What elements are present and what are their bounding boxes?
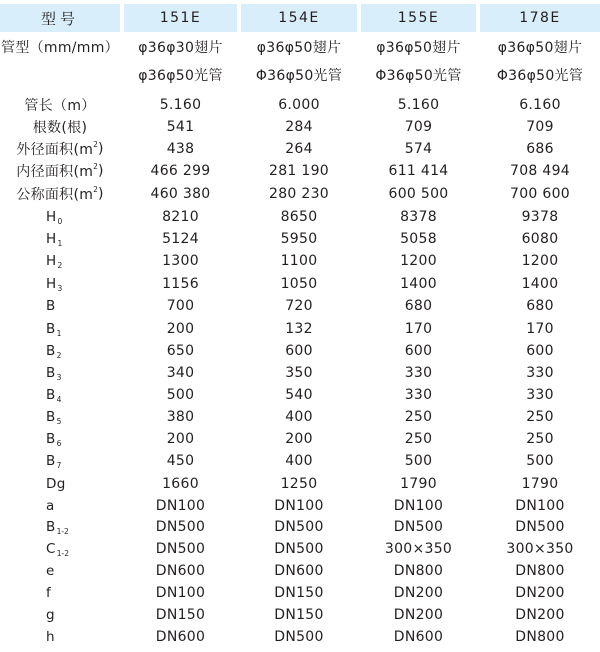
table-cell: 330 [404,387,433,403]
header-row [0,4,600,32]
table-cell: DN100 [515,498,565,514]
table-cell: 709 [404,119,433,135]
table-cell: 700 600 [510,186,570,202]
table-cell: 350 [285,365,313,381]
table-cell: DN600 [155,563,206,579]
table-cell: 1200 [521,253,559,269]
table-cell: 500 [166,387,195,403]
tube-type-row [0,33,600,61]
table-cell: DN500 [393,519,444,535]
table-cell: DN100 [393,498,444,514]
table-row [0,295,600,317]
row-label-text: h [46,629,55,645]
row-label-text: B [46,387,56,403]
table-cell: 500 [404,453,433,469]
table-row [0,428,600,450]
row-label-text: g [46,607,55,623]
tube-type-fin: φ36φ50翅片 [256,40,342,56]
table-cell: 5058 [400,231,437,247]
table-cell: 170 [404,321,433,337]
table-row [0,582,600,604]
table-cell: DN200 [515,585,565,601]
row-label [0,138,120,160]
header-model-154e: 154E [241,4,357,32]
row-label-tail: ) [97,163,104,179]
table-row [0,183,600,205]
header-model-155e: 155E [361,4,476,32]
tube-type-bare: Φ36φ50光管 [255,68,343,84]
table-cell: 264 [285,141,313,157]
table-cell: 250 [526,431,554,447]
table-row [0,138,600,160]
table-cell: 700 [166,298,195,314]
row-label-text: B [46,321,56,337]
tube-type-bare: Φ36φ50光管 [375,68,462,84]
table-cell: 466 299 [150,163,211,179]
tube-type-label: 管型（mm/mm） [1,40,119,56]
table-cell: DN800 [515,563,565,579]
table-row [0,560,600,582]
table-cell: 284 [285,119,313,135]
row-label-text: H [46,209,57,225]
tube-type-fin: φ36φ30翅片 [138,40,223,56]
table-cell: 541 [166,119,195,135]
table-cell: 1790 [521,476,559,492]
row-label-text: H [46,231,57,247]
table-row [0,384,600,406]
table-row [0,538,600,560]
table-cell: DN150 [274,585,324,601]
row-label-text: e [46,563,55,579]
table-cell: 1100 [280,253,318,269]
table-cell: DN500 [274,541,324,557]
row-label-text: B [46,343,56,359]
table-cell: 708 494 [510,163,570,179]
table-cell: DN100 [155,585,206,601]
tube-type-fin: φ36φ50翅片 [376,40,461,56]
symbol-subscript: 3 [56,372,62,382]
table-cell: 438 [166,141,195,157]
tube-type-bare: Φ36φ50光管 [496,68,584,84]
symbol-subscript: 1-2 [56,526,69,536]
table-cell: 5.160 [397,97,440,113]
table-cell: 600 [526,343,554,359]
table-cell: 6080 [521,231,559,247]
row-label-text: a [46,498,55,514]
table-cell: 709 [526,119,554,135]
table-cell: 5124 [162,231,199,247]
table-cell: 680 [404,298,433,314]
row-label-text: C [46,541,56,557]
row-label-tail: ) [97,141,104,157]
table-cell: 680 [526,298,554,314]
table-cell: DN200 [393,585,444,601]
table-row [0,495,600,517]
row-label-text: B [46,298,56,314]
table-row [0,604,600,626]
table-cell: 1250 [280,476,318,492]
table-row [0,228,600,250]
symbol-subscript: 7 [56,460,62,470]
table-cell: DN500 [515,519,565,535]
table-cell: DN600 [155,629,206,645]
symbol-subscript: 1-2 [56,548,69,558]
table-cell: 132 [285,321,313,337]
row-label-text: H [46,253,57,269]
row-label-text: H [46,276,57,292]
table-row [0,206,600,228]
table-cell: 400 [285,453,313,469]
row-label-text: B [46,453,56,469]
row-label [0,94,120,116]
table-cell: DN100 [274,498,324,514]
table-row [0,318,600,340]
row-label [0,183,120,205]
symbol-subscript: 6 [56,438,62,448]
table-cell: 1156 [162,276,199,292]
table-row [0,450,600,472]
table-cell: DN500 [155,519,206,535]
table-cell: 611 414 [388,163,449,179]
table-cell: 281 190 [269,163,329,179]
table-cell: 600 [285,343,313,359]
table-cell: 1400 [400,276,437,292]
table-cell: 8650 [280,209,318,225]
header-model-178e: 178E [480,4,600,32]
table-cell: DN200 [393,607,444,623]
unit-superscript: 2 [93,161,98,171]
table-cell: 8378 [400,209,437,225]
row-label [0,116,120,138]
table-cell: DN800 [515,629,565,645]
table-cell: 540 [285,387,313,403]
symbol-subscript: 1 [56,328,62,338]
row-label-text: B [46,409,56,425]
symbol-subscript: 4 [56,394,62,404]
table-cell: 1790 [400,476,437,492]
table-cell: 330 [526,387,554,403]
table-row [0,160,600,182]
table-cell: 600 500 [388,186,449,202]
header-model-151e: 151E [124,4,237,32]
unit-superscript: 2 [93,139,98,149]
symbol-subscript: 3 [57,283,63,293]
tube-type-bare-row [0,61,600,89]
table-cell: DN200 [515,607,565,623]
table-cell: 450 [166,453,195,469]
table-cell: 200 [166,431,195,447]
table-cell: 300×350 [384,541,453,557]
table-cell: 330 [526,365,554,381]
table-cell: 6.000 [278,97,320,113]
unit-superscript: 2 [93,184,98,194]
header-label: 型号 [0,4,120,32]
tube-type-bare: φ36φ50光管 [138,68,223,84]
table-row [0,516,600,538]
table-cell: 1200 [400,253,437,269]
symbol-subscript: 2 [57,260,63,270]
table-row [0,406,600,428]
table-cell: DN500 [274,519,324,535]
table-cell: DN100 [155,498,206,514]
table-cell: 8210 [162,209,199,225]
table-cell: 300×350 [506,541,574,557]
table-cell: 5.160 [159,97,202,113]
table-cell: 460 380 [150,186,211,202]
table-cell: 1300 [162,253,199,269]
table-row [0,362,600,384]
table-cell: 1660 [162,476,199,492]
table-row [0,116,600,138]
table-cell: 170 [526,321,554,337]
table-cell: DN150 [155,607,206,623]
table-cell: 9378 [521,209,559,225]
symbol-subscript: 1 [57,238,63,248]
row-label-text: 公称面积(m [16,187,94,203]
table-cell: 200 [285,431,313,447]
table-cell: 574 [404,141,433,157]
table-cell: DN800 [393,563,444,579]
row-label-text: B [46,519,56,535]
table-cell: DN150 [274,607,324,623]
table-cell: 380 [166,409,195,425]
row-label-text: 管长（m） [24,98,96,114]
table-cell: 1400 [521,276,559,292]
table-cell: 280 230 [269,186,329,202]
table-row [0,340,600,362]
table-row [0,626,600,648]
row-label-text: 内径面积(m [16,164,94,180]
table-cell: 250 [526,409,554,425]
table-cell: 500 [526,453,554,469]
symbol-subscript: 2 [56,350,62,360]
row-label-text: B [46,365,56,381]
table-cell: 200 [166,321,195,337]
row-label-text: 根数(根) [32,120,88,136]
table-cell: DN600 [393,629,444,645]
table-cell: 400 [285,409,313,425]
symbol-subscript: 5 [56,416,62,426]
table-row [0,94,600,116]
symbol-subscript: 0 [57,216,63,226]
table-cell: 600 [404,343,433,359]
row-label-tail: ) [97,186,104,202]
row-label-text: B [46,431,56,447]
table-cell: 5950 [280,231,318,247]
row-label-text: 外径面积(m [16,142,94,158]
table-cell: 330 [404,365,433,381]
table-cell: DN500 [155,541,206,557]
table-row [0,250,600,272]
table-cell: 250 [404,431,433,447]
table-cell: 340 [166,365,195,381]
table-row [0,273,600,295]
table-cell: 686 [526,141,554,157]
row-label-text: f [46,585,52,601]
table-cell: DN500 [274,629,324,645]
row-label-text: Dg [46,476,66,492]
table-cell: 1050 [280,276,318,292]
row-label [0,160,120,182]
table-cell: 250 [404,409,433,425]
tube-type-fin: φ36φ50翅片 [497,40,583,56]
table-cell: 6.160 [519,97,561,113]
table-cell: 720 [285,298,313,314]
table-row [0,473,600,495]
table-cell: 650 [166,343,195,359]
table-cell: DN600 [274,563,324,579]
